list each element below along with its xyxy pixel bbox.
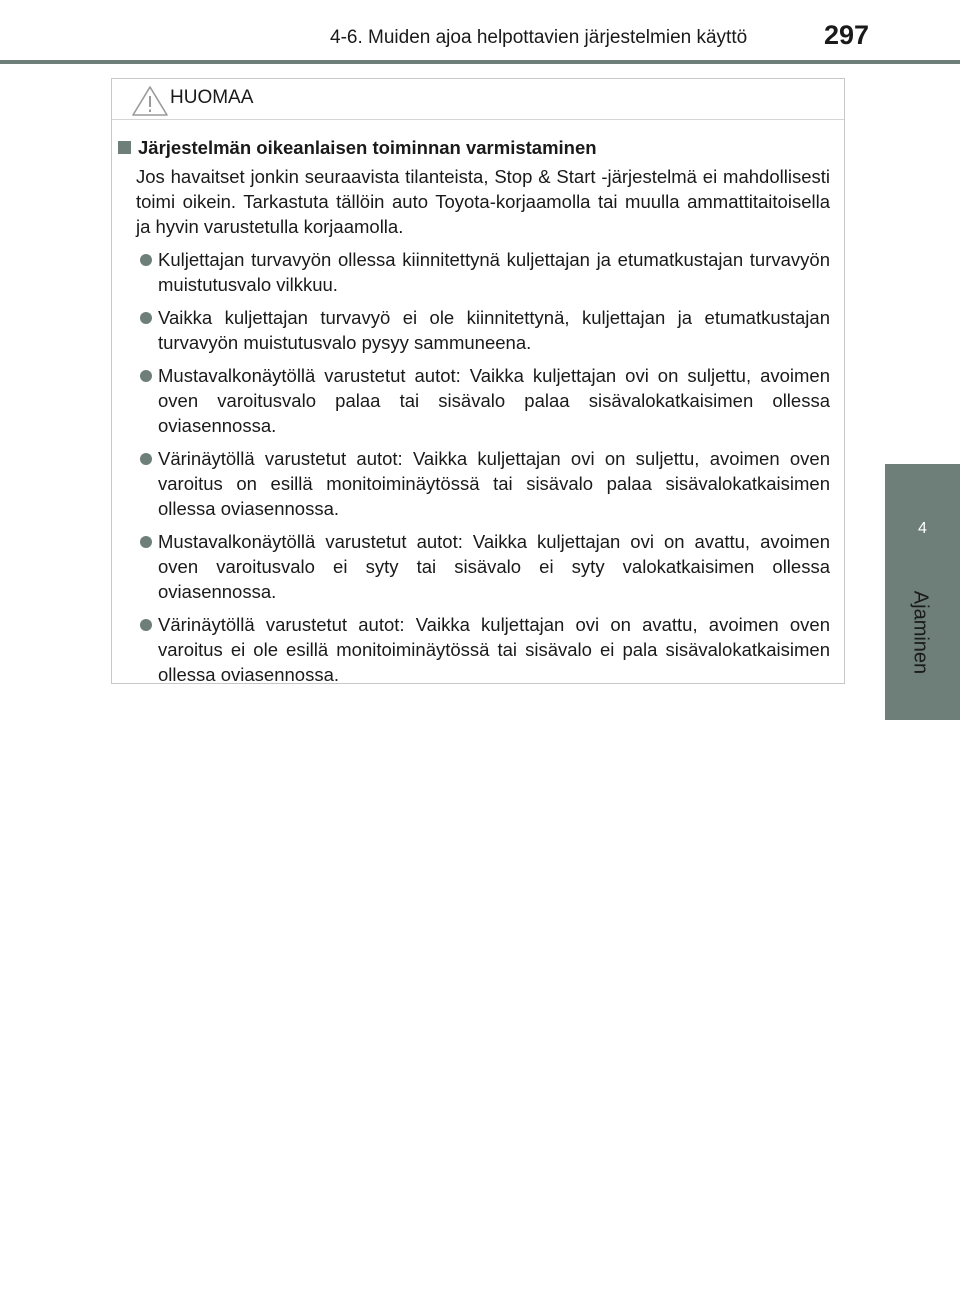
chapter-number: 4 (918, 520, 927, 537)
notice-header (112, 79, 844, 120)
list-item-text: Värinäytöllä varustetut autot: Vaikka kuljettajan ovi on suljettu, avoimen oven varoitus on esillä monitoiminäytössä tai sisävalo palaa sisävalokatkaisimen ollessa oviasennossa. (158, 448, 830, 519)
notice-body (112, 135, 844, 695)
list-item (158, 612, 830, 687)
list-item-text: Värinäytöllä varustetut autot: Vaikka kuljettajan ovi on avattu, avoimen oven varoitus ei ole esillä monitoiminäytössä tai sisävalo ei pala sisävalokatkaisimen ollessa oviasennossa. (158, 614, 830, 685)
bullet-dot-icon (140, 370, 152, 382)
list-item-text: Mustavalkonäytöllä varustetut autot: Vaikka kuljettajan ovi on avattu, avoimen oven varoitusvalo ei syty tai sisävalo ei syty valokatkaisimen ollessa oviasennossa. (158, 531, 830, 602)
bullet-dot-icon (140, 619, 152, 631)
page-number: 297 (824, 20, 870, 50)
section-title: 4-6. Muiden ajoa helpottavien järjestelmien käyttö (330, 27, 748, 48)
list-item (158, 247, 830, 297)
list-item (158, 446, 830, 521)
bullet-dot-icon (140, 453, 152, 465)
list-item-text: Kuljettajan turvavyön ollessa kiinnitettynä kuljettajan ja etumatkustajan turvavyön muistutusvalo vilkkuu. (158, 249, 830, 295)
list-item (158, 363, 830, 438)
bullet-dot-icon (140, 254, 152, 266)
bullet-dot-icon (140, 312, 152, 324)
list-item-text: Vaikka kuljettajan turvavyö ei ole kiinnitettynä, kuljettajan ja etumatkustajan turvavyön muistutusvalo pysyy sammuneena. (158, 307, 830, 353)
section-heading-text: Järjestelmän oikeanlaisen toiminnan varmistaminen (138, 137, 597, 158)
square-bullet-icon (118, 141, 131, 154)
chapter-label: Ajaminen (909, 590, 932, 675)
list-item (158, 305, 830, 355)
notice-box (111, 78, 845, 684)
bullet-dot-icon (140, 536, 152, 548)
section-heading (118, 135, 844, 160)
warning-triangle-icon (131, 85, 169, 117)
list-item (158, 529, 830, 604)
chapter-side-tab (885, 464, 960, 720)
header-divider (0, 60, 960, 64)
notice-label: HUOMAA (170, 87, 254, 108)
list-item-text: Mustavalkonäytöllä varustetut autot: Vaikka kuljettajan ovi on suljettu, avoimen oven varoitusvalo palaa tai sisävalo palaa sisävalokatkaisimen ollessa oviasennossa. (158, 365, 830, 436)
intro-paragraph: Jos havaitset jonkin seuraavista tilanteista, Stop & Start -järjestelmä ei mahdollisesti toimi oikein. Tarkastuta tällöin auto Toyota-korjaamolla tai muulla ammattitaitoisella ja hyvin varustetulla korjaamolla. (136, 166, 830, 237)
